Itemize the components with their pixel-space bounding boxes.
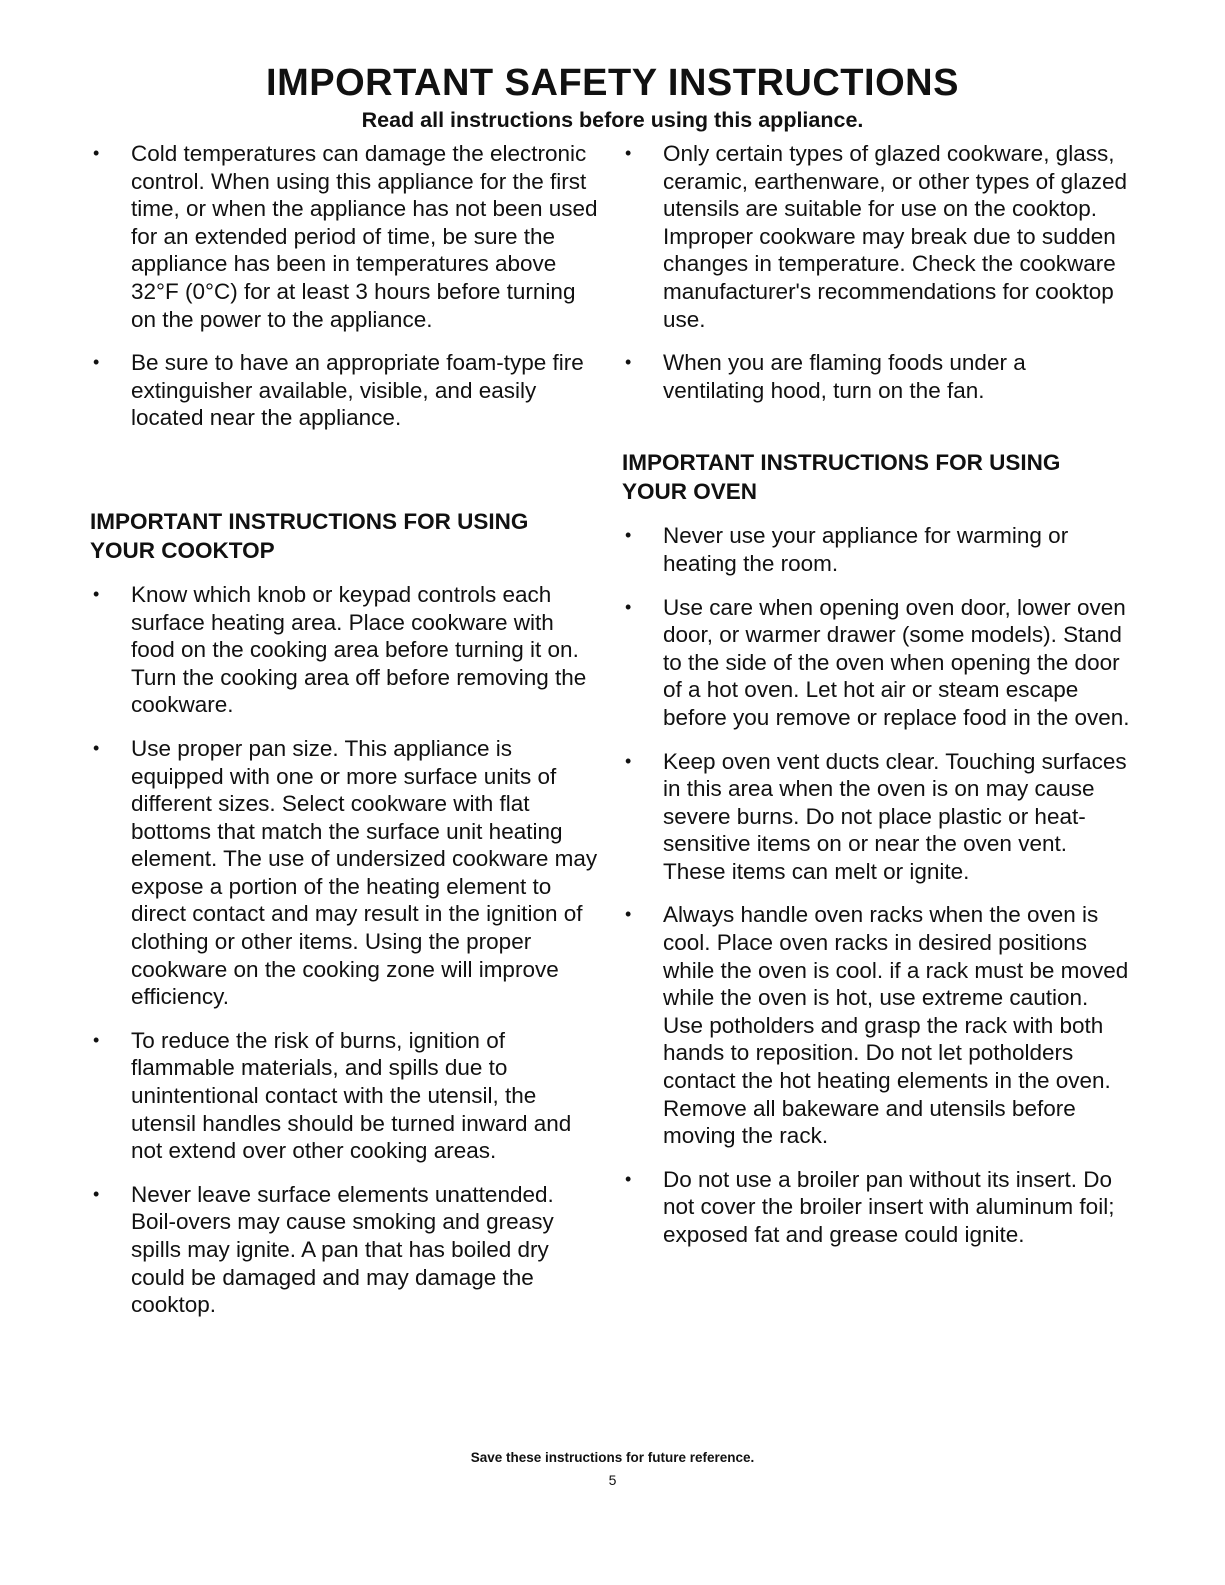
list-item: • Use proper pan size. This appliance is equipped with one or more surface units of different sizes. Select cookware with flat bottoms that match the surface unit heating element. The use of undersized cookware may expose a portion of the heating element to direct contact and may result in the ignition of clothing or other items. Using the proper cookware on the cooking zone will improve efficiency.	[90, 735, 598, 1011]
list-item: • To reduce the risk of burns, ignition of flammable materials, and spills due to unintentional contact with the utensil, the utensil handles should be turned inward and not extend over other cooking areas.	[90, 1027, 598, 1165]
list-item: • Never use your appliance for warming or heating the room.	[622, 522, 1132, 577]
left-column	[90, 140, 598, 1335]
general-safety-list-left	[90, 140, 598, 432]
list-item: • Do not use a broiler pan without its insert. Do not cover the broiler insert with aluminum foil; exposed fat and grease could ignite.	[622, 1166, 1132, 1249]
cooktop-section-heading: IMPORTANT INSTRUCTIONS FOR USING YOUR COOKTOP	[90, 508, 529, 563]
page-title: IMPORTANT SAFETY INSTRUCTIONS	[266, 62, 959, 104]
list-item: • Always handle oven racks when the oven is cool. Place oven racks in desired positions while the oven is cool. if a rack must be moved while the oven is hot, use extreme caution. Use potholders and grasp the rack with both hands to reposition. Do not let potholders contact the hot heating elements in the oven. Remove all bakeware and utensils before moving the rack.	[622, 901, 1132, 1149]
right-column	[622, 140, 1132, 1265]
list-item: • Never leave surface elements unattended. Boil-overs may cause smoking and greasy spills may ignite. A pan that has boiled dry could be damaged and may damage the cooktop.	[90, 1181, 598, 1319]
general-safety-list-right	[622, 140, 1132, 404]
list-item: • Be sure to have an appropriate foam-type fire extinguisher available, visible, and easily located near the appliance.	[90, 349, 598, 432]
list-item: • Cold temperatures can damage the electronic control. When using this appliance for the first time, or when the appliance has not been used for an extended period of time, be sure the appliance has been in temperatures above 32°F (0°C) for at least 3 hours before turning on the power to the appliance.	[90, 140, 598, 333]
footer-note: Save these instructions for future reference.	[470, 1450, 755, 1465]
list-item: • Use care when opening oven door, lower oven door, or warmer drawer (some models). Stand to the side of the oven when opening the door of a hot oven. Let hot air or steam escape before you remove or replace food in the oven.	[622, 594, 1132, 732]
list-item: • Know which knob or keypad controls each surface heating area. Place cookware with food on the cooking area before turning it on. Turn the cooking area off before removing the cookware.	[90, 581, 598, 719]
oven-section-heading: IMPORTANT INSTRUCTIONS FOR USING YOUR OVEN	[622, 450, 1061, 505]
list-item: • When you are flaming foods under a ventilating hood, turn on the fan.	[622, 349, 1132, 404]
page-subtitle: Read all instructions before using this appliance.	[361, 108, 864, 132]
list-item: • Keep oven vent ducts clear. Touching surfaces in this area when the oven is on may cause severe burns. Do not place plastic or heat-sensitive items on or near the oven vent. These items can melt or ignite.	[622, 748, 1132, 886]
cooktop-instructions-list	[90, 581, 598, 1319]
list-item: • Only certain types of glazed cookware, glass, ceramic, earthenware, or other types of glazed utensils are suitable for use on the cooktop. Improper cookware may break due to sudden changes in temperature. Check the cookware manufacturer's recommendations for cooktop use.	[622, 140, 1132, 333]
oven-instructions-list	[622, 522, 1132, 1248]
page-number: 5	[608, 1472, 617, 1488]
